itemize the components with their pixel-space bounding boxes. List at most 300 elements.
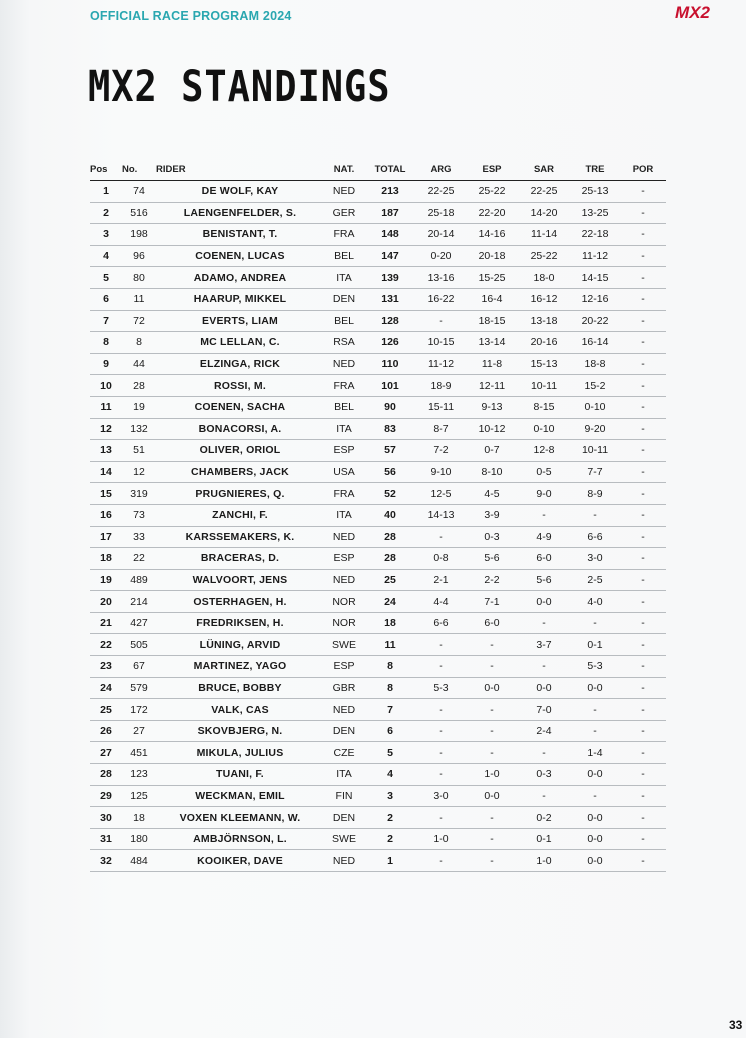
cell-pos: 2 bbox=[90, 202, 122, 224]
cell-rider: PRUGNIERES, Q. bbox=[156, 483, 324, 505]
cell-por: - bbox=[620, 375, 666, 397]
cell-rider: OLIVER, ORIOL bbox=[156, 440, 324, 462]
cell-total: 126 bbox=[364, 332, 416, 354]
cell-rider: MIKULA, JULIUS bbox=[156, 742, 324, 764]
column-header-esp: ESP bbox=[466, 158, 518, 181]
cell-no: 427 bbox=[122, 612, 156, 634]
cell-sar: 8-15 bbox=[518, 396, 570, 418]
cell-por: - bbox=[620, 526, 666, 548]
cell-esp: - bbox=[466, 742, 518, 764]
cell-no: 579 bbox=[122, 677, 156, 699]
cell-sar: 18-0 bbox=[518, 267, 570, 289]
cell-tre: 0-10 bbox=[570, 396, 620, 418]
cell-tre: - bbox=[570, 785, 620, 807]
cell-total: 18 bbox=[364, 612, 416, 634]
cell-tre: 0-1 bbox=[570, 634, 620, 656]
cell-tre: 10-11 bbox=[570, 440, 620, 462]
cell-rider: BENISTANT, T. bbox=[156, 224, 324, 246]
cell-nat: NOR bbox=[324, 591, 364, 613]
cell-rider: TUANI, F. bbox=[156, 764, 324, 786]
cell-nat: GER bbox=[324, 202, 364, 224]
standings-table bbox=[90, 158, 666, 872]
table-row bbox=[90, 224, 666, 246]
cell-tre: 0-0 bbox=[570, 828, 620, 850]
cell-por: - bbox=[620, 591, 666, 613]
page-title: MX2 STANDINGS bbox=[88, 62, 391, 112]
cell-arg: - bbox=[416, 656, 466, 678]
cell-total: 148 bbox=[364, 224, 416, 246]
cell-pos: 12 bbox=[90, 418, 122, 440]
cell-tre: - bbox=[570, 504, 620, 526]
cell-total: 28 bbox=[364, 548, 416, 570]
cell-arg: 11-12 bbox=[416, 353, 466, 375]
cell-por: - bbox=[620, 677, 666, 699]
cell-pos: 8 bbox=[90, 332, 122, 354]
column-header-total: TOTAL bbox=[364, 158, 416, 181]
cell-no: 51 bbox=[122, 440, 156, 462]
cell-total: 4 bbox=[364, 764, 416, 786]
cell-arg: - bbox=[416, 742, 466, 764]
column-header-rider: RIDER bbox=[156, 158, 324, 181]
cell-tre: 11-12 bbox=[570, 245, 620, 267]
cell-tre: 0-0 bbox=[570, 850, 620, 872]
cell-esp: 14-16 bbox=[466, 224, 518, 246]
cell-pos: 14 bbox=[90, 461, 122, 483]
cell-por: - bbox=[620, 504, 666, 526]
cell-arg: - bbox=[416, 526, 466, 548]
cell-total: 101 bbox=[364, 375, 416, 397]
column-header-pos: Pos bbox=[90, 158, 122, 181]
cell-total: 2 bbox=[364, 828, 416, 850]
cell-pos: 11 bbox=[90, 396, 122, 418]
cell-por: - bbox=[620, 634, 666, 656]
table-row bbox=[90, 375, 666, 397]
cell-nat: SWE bbox=[324, 634, 364, 656]
cell-nat: ITA bbox=[324, 504, 364, 526]
cell-por: - bbox=[620, 332, 666, 354]
cell-nat: FRA bbox=[324, 483, 364, 505]
cell-pos: 9 bbox=[90, 353, 122, 375]
table-row bbox=[90, 353, 666, 375]
cell-sar: 4-9 bbox=[518, 526, 570, 548]
cell-total: 3 bbox=[364, 785, 416, 807]
cell-tre: 22-18 bbox=[570, 224, 620, 246]
cell-no: 72 bbox=[122, 310, 156, 332]
cell-por: - bbox=[620, 764, 666, 786]
cell-por: - bbox=[620, 656, 666, 678]
cell-sar: - bbox=[518, 785, 570, 807]
cell-pos: 10 bbox=[90, 375, 122, 397]
table-row bbox=[90, 677, 666, 699]
cell-pos: 7 bbox=[90, 310, 122, 332]
cell-rider: SKOVBJERG, N. bbox=[156, 720, 324, 742]
cell-esp: 22-20 bbox=[466, 202, 518, 224]
cell-no: 451 bbox=[122, 742, 156, 764]
cell-por: - bbox=[620, 612, 666, 634]
cell-sar: 3-7 bbox=[518, 634, 570, 656]
cell-total: 6 bbox=[364, 720, 416, 742]
cell-por: - bbox=[620, 828, 666, 850]
cell-total: 28 bbox=[364, 526, 416, 548]
cell-no: 198 bbox=[122, 224, 156, 246]
cell-por: - bbox=[620, 720, 666, 742]
cell-pos: 3 bbox=[90, 224, 122, 246]
cell-rider: LAENGENFELDER, S. bbox=[156, 202, 324, 224]
table-row bbox=[90, 202, 666, 224]
cell-sar: - bbox=[518, 656, 570, 678]
cell-total: 11 bbox=[364, 634, 416, 656]
cell-por: - bbox=[620, 396, 666, 418]
cell-tre: 2-5 bbox=[570, 569, 620, 591]
cell-sar: 1-0 bbox=[518, 850, 570, 872]
cell-arg: 12-5 bbox=[416, 483, 466, 505]
cell-rider: ROSSI, M. bbox=[156, 375, 324, 397]
cell-pos: 22 bbox=[90, 634, 122, 656]
cell-tre: 14-15 bbox=[570, 267, 620, 289]
cell-sar: 25-22 bbox=[518, 245, 570, 267]
cell-tre: 15-2 bbox=[570, 375, 620, 397]
cell-pos: 32 bbox=[90, 850, 122, 872]
cell-total: 25 bbox=[364, 569, 416, 591]
table-row bbox=[90, 807, 666, 829]
cell-total: 8 bbox=[364, 656, 416, 678]
cell-arg: 8-7 bbox=[416, 418, 466, 440]
cell-arg: 7-2 bbox=[416, 440, 466, 462]
cell-total: 147 bbox=[364, 245, 416, 267]
cell-rider: VOXEN KLEEMANN, W. bbox=[156, 807, 324, 829]
cell-sar: 6-0 bbox=[518, 548, 570, 570]
cell-sar: 12-8 bbox=[518, 440, 570, 462]
cell-rider: BRUCE, BOBBY bbox=[156, 677, 324, 699]
cell-por: - bbox=[620, 353, 666, 375]
cell-esp: 0-0 bbox=[466, 785, 518, 807]
cell-rider: BONACORSI, A. bbox=[156, 418, 324, 440]
table-row bbox=[90, 310, 666, 332]
cell-esp: 10-12 bbox=[466, 418, 518, 440]
cell-sar: 5-6 bbox=[518, 569, 570, 591]
cell-nat: BEL bbox=[324, 245, 364, 267]
cell-arg: - bbox=[416, 634, 466, 656]
cell-no: 12 bbox=[122, 461, 156, 483]
cell-esp: 7-1 bbox=[466, 591, 518, 613]
cell-arg: - bbox=[416, 310, 466, 332]
cell-rider: FREDRIKSEN, H. bbox=[156, 612, 324, 634]
cell-arg: 10-15 bbox=[416, 332, 466, 354]
cell-rider: DE WOLF, KAY bbox=[156, 181, 324, 203]
cell-total: 128 bbox=[364, 310, 416, 332]
cell-total: 131 bbox=[364, 288, 416, 310]
cell-arg: 18-9 bbox=[416, 375, 466, 397]
cell-por: - bbox=[620, 202, 666, 224]
cell-tre: 18-8 bbox=[570, 353, 620, 375]
cell-pos: 4 bbox=[90, 245, 122, 267]
cell-nat: NED bbox=[324, 569, 364, 591]
column-header-arg: ARG bbox=[416, 158, 466, 181]
cell-pos: 30 bbox=[90, 807, 122, 829]
cell-arg: 0-8 bbox=[416, 548, 466, 570]
cell-esp: - bbox=[466, 634, 518, 656]
cell-rider: HAARUP, MIKKEL bbox=[156, 288, 324, 310]
cell-nat: USA bbox=[324, 461, 364, 483]
cell-pos: 6 bbox=[90, 288, 122, 310]
cell-esp: 0-7 bbox=[466, 440, 518, 462]
table-row bbox=[90, 850, 666, 872]
cell-rider: OSTERHAGEN, H. bbox=[156, 591, 324, 613]
cell-tre: 0-0 bbox=[570, 807, 620, 829]
cell-no: 172 bbox=[122, 699, 156, 721]
cell-sar: 0-5 bbox=[518, 461, 570, 483]
cell-arg: 22-25 bbox=[416, 181, 466, 203]
cell-por: - bbox=[620, 181, 666, 203]
table-row bbox=[90, 742, 666, 764]
cell-pos: 16 bbox=[90, 504, 122, 526]
cell-no: 22 bbox=[122, 548, 156, 570]
cell-sar: 0-0 bbox=[518, 677, 570, 699]
cell-no: 214 bbox=[122, 591, 156, 613]
cell-por: - bbox=[620, 548, 666, 570]
table-row bbox=[90, 181, 666, 203]
cell-sar: - bbox=[518, 742, 570, 764]
cell-rider: VALK, CAS bbox=[156, 699, 324, 721]
cell-por: - bbox=[620, 699, 666, 721]
cell-tre: - bbox=[570, 720, 620, 742]
cell-por: - bbox=[620, 267, 666, 289]
table-row bbox=[90, 699, 666, 721]
cell-sar: - bbox=[518, 504, 570, 526]
cell-arg: 14-13 bbox=[416, 504, 466, 526]
cell-arg: 25-18 bbox=[416, 202, 466, 224]
cell-esp: 20-18 bbox=[466, 245, 518, 267]
cell-nat: BEL bbox=[324, 396, 364, 418]
cell-arg: 1-0 bbox=[416, 828, 466, 850]
cell-esp: 15-25 bbox=[466, 267, 518, 289]
cell-sar: 9-0 bbox=[518, 483, 570, 505]
cell-rider: KARSSEMAKERS, K. bbox=[156, 526, 324, 548]
cell-tre: 0-0 bbox=[570, 764, 620, 786]
cell-arg: - bbox=[416, 807, 466, 829]
cell-por: - bbox=[620, 310, 666, 332]
cell-pos: 26 bbox=[90, 720, 122, 742]
cell-nat: FIN bbox=[324, 785, 364, 807]
cell-esp: - bbox=[466, 699, 518, 721]
table-row bbox=[90, 720, 666, 742]
cell-rider: KOOIKER, DAVE bbox=[156, 850, 324, 872]
cell-rider: MARTINEZ, YAGO bbox=[156, 656, 324, 678]
cell-arg: - bbox=[416, 764, 466, 786]
cell-esp: 11-8 bbox=[466, 353, 518, 375]
table-row bbox=[90, 440, 666, 462]
cell-pos: 24 bbox=[90, 677, 122, 699]
cell-sar: 10-11 bbox=[518, 375, 570, 397]
cell-no: 516 bbox=[122, 202, 156, 224]
cell-esp: 8-10 bbox=[466, 461, 518, 483]
table-row bbox=[90, 656, 666, 678]
cell-tre: 0-0 bbox=[570, 677, 620, 699]
cell-nat: NOR bbox=[324, 612, 364, 634]
cell-total: 187 bbox=[364, 202, 416, 224]
cell-total: 2 bbox=[364, 807, 416, 829]
cell-nat: RSA bbox=[324, 332, 364, 354]
cell-total: 7 bbox=[364, 699, 416, 721]
cell-arg: 9-10 bbox=[416, 461, 466, 483]
cell-esp: 18-15 bbox=[466, 310, 518, 332]
standings-body bbox=[90, 181, 666, 872]
cell-pos: 21 bbox=[90, 612, 122, 634]
cell-esp: 13-14 bbox=[466, 332, 518, 354]
cell-esp: 0-0 bbox=[466, 677, 518, 699]
page-number: 33 bbox=[729, 1018, 743, 1032]
cell-nat: NED bbox=[324, 181, 364, 203]
cell-rider: COENEN, SACHA bbox=[156, 396, 324, 418]
cell-tre: 20-22 bbox=[570, 310, 620, 332]
column-header-sar: SAR bbox=[518, 158, 570, 181]
cell-pos: 27 bbox=[90, 742, 122, 764]
cell-tre: - bbox=[570, 699, 620, 721]
cell-no: 319 bbox=[122, 483, 156, 505]
cell-esp: 12-11 bbox=[466, 375, 518, 397]
cell-esp: 4-5 bbox=[466, 483, 518, 505]
program-header-label: OFFICIAL RACE PROGRAM 2024 bbox=[90, 9, 292, 23]
cell-arg: 6-6 bbox=[416, 612, 466, 634]
cell-rider: LÜNING, ARVID bbox=[156, 634, 324, 656]
table-row bbox=[90, 526, 666, 548]
cell-rider: ZANCHI, F. bbox=[156, 504, 324, 526]
cell-rider: AMBJÖRNSON, L. bbox=[156, 828, 324, 850]
cell-tre: 8-9 bbox=[570, 483, 620, 505]
cell-tre: 6-6 bbox=[570, 526, 620, 548]
table-row bbox=[90, 418, 666, 440]
table-row bbox=[90, 288, 666, 310]
table-row bbox=[90, 267, 666, 289]
cell-por: - bbox=[620, 483, 666, 505]
cell-no: 489 bbox=[122, 569, 156, 591]
table-row bbox=[90, 548, 666, 570]
table-header-row bbox=[90, 158, 666, 181]
cell-no: 96 bbox=[122, 245, 156, 267]
cell-no: 125 bbox=[122, 785, 156, 807]
cell-arg: 5-3 bbox=[416, 677, 466, 699]
cell-no: 19 bbox=[122, 396, 156, 418]
cell-por: - bbox=[620, 245, 666, 267]
table-row bbox=[90, 634, 666, 656]
cell-total: 5 bbox=[364, 742, 416, 764]
table-row bbox=[90, 764, 666, 786]
cell-nat: BEL bbox=[324, 310, 364, 332]
cell-por: - bbox=[620, 418, 666, 440]
cell-esp: - bbox=[466, 656, 518, 678]
cell-sar: 16-12 bbox=[518, 288, 570, 310]
table-row bbox=[90, 569, 666, 591]
cell-no: 80 bbox=[122, 267, 156, 289]
cell-arg: 3-0 bbox=[416, 785, 466, 807]
cell-rider: BRACERAS, D. bbox=[156, 548, 324, 570]
cell-rider: WALVOORT, JENS bbox=[156, 569, 324, 591]
cell-tre: 16-14 bbox=[570, 332, 620, 354]
cell-no: 27 bbox=[122, 720, 156, 742]
cell-esp: - bbox=[466, 850, 518, 872]
cell-no: 28 bbox=[122, 375, 156, 397]
cell-no: 8 bbox=[122, 332, 156, 354]
cell-total: 8 bbox=[364, 677, 416, 699]
cell-no: 123 bbox=[122, 764, 156, 786]
cell-pos: 23 bbox=[90, 656, 122, 678]
cell-sar: 14-20 bbox=[518, 202, 570, 224]
column-header-no: No. bbox=[122, 158, 156, 181]
cell-total: 213 bbox=[364, 181, 416, 203]
cell-no: 73 bbox=[122, 504, 156, 526]
cell-nat: ESP bbox=[324, 656, 364, 678]
column-header-nat: NAT. bbox=[324, 158, 364, 181]
cell-pos: 25 bbox=[90, 699, 122, 721]
cell-arg: - bbox=[416, 850, 466, 872]
cell-esp: 6-0 bbox=[466, 612, 518, 634]
cell-tre: 13-25 bbox=[570, 202, 620, 224]
cell-nat: GBR bbox=[324, 677, 364, 699]
cell-esp: - bbox=[466, 828, 518, 850]
cell-esp: 2-2 bbox=[466, 569, 518, 591]
cell-no: 74 bbox=[122, 181, 156, 203]
cell-rider: MC LELLAN, C. bbox=[156, 332, 324, 354]
table-row bbox=[90, 461, 666, 483]
column-header-por: POR bbox=[620, 158, 666, 181]
cell-pos: 20 bbox=[90, 591, 122, 613]
cell-pos: 28 bbox=[90, 764, 122, 786]
cell-nat: ITA bbox=[324, 418, 364, 440]
table-row bbox=[90, 612, 666, 634]
cell-arg: 4-4 bbox=[416, 591, 466, 613]
cell-nat: NED bbox=[324, 353, 364, 375]
cell-nat: NED bbox=[324, 526, 364, 548]
cell-arg: 0-20 bbox=[416, 245, 466, 267]
cell-pos: 1 bbox=[90, 181, 122, 203]
table-row bbox=[90, 332, 666, 354]
cell-rider: ELZINGA, RICK bbox=[156, 353, 324, 375]
cell-esp: 1-0 bbox=[466, 764, 518, 786]
cell-esp: 25-22 bbox=[466, 181, 518, 203]
cell-no: 11 bbox=[122, 288, 156, 310]
table-row bbox=[90, 591, 666, 613]
cell-arg: 13-16 bbox=[416, 267, 466, 289]
cell-tre: 1-4 bbox=[570, 742, 620, 764]
cell-nat: DEN bbox=[324, 288, 364, 310]
cell-total: 110 bbox=[364, 353, 416, 375]
cell-esp: - bbox=[466, 807, 518, 829]
cell-por: - bbox=[620, 785, 666, 807]
cell-sar: 7-0 bbox=[518, 699, 570, 721]
cell-esp: - bbox=[466, 720, 518, 742]
cell-tre: 9-20 bbox=[570, 418, 620, 440]
cell-arg: - bbox=[416, 720, 466, 742]
cell-por: - bbox=[620, 224, 666, 246]
cell-pos: 29 bbox=[90, 785, 122, 807]
cell-arg: 15-11 bbox=[416, 396, 466, 418]
cell-nat: CZE bbox=[324, 742, 364, 764]
cell-rider: EVERTS, LIAM bbox=[156, 310, 324, 332]
cell-nat: FRA bbox=[324, 375, 364, 397]
cell-por: - bbox=[620, 288, 666, 310]
cell-por: - bbox=[620, 440, 666, 462]
cell-pos: 18 bbox=[90, 548, 122, 570]
cell-pos: 15 bbox=[90, 483, 122, 505]
cell-rider: COENEN, LUCAS bbox=[156, 245, 324, 267]
cell-arg: - bbox=[416, 699, 466, 721]
cell-esp: 3-9 bbox=[466, 504, 518, 526]
cell-arg: 20-14 bbox=[416, 224, 466, 246]
cell-rider: WECKMAN, EMIL bbox=[156, 785, 324, 807]
cell-nat: SWE bbox=[324, 828, 364, 850]
cell-sar: 22-25 bbox=[518, 181, 570, 203]
cell-pos: 17 bbox=[90, 526, 122, 548]
